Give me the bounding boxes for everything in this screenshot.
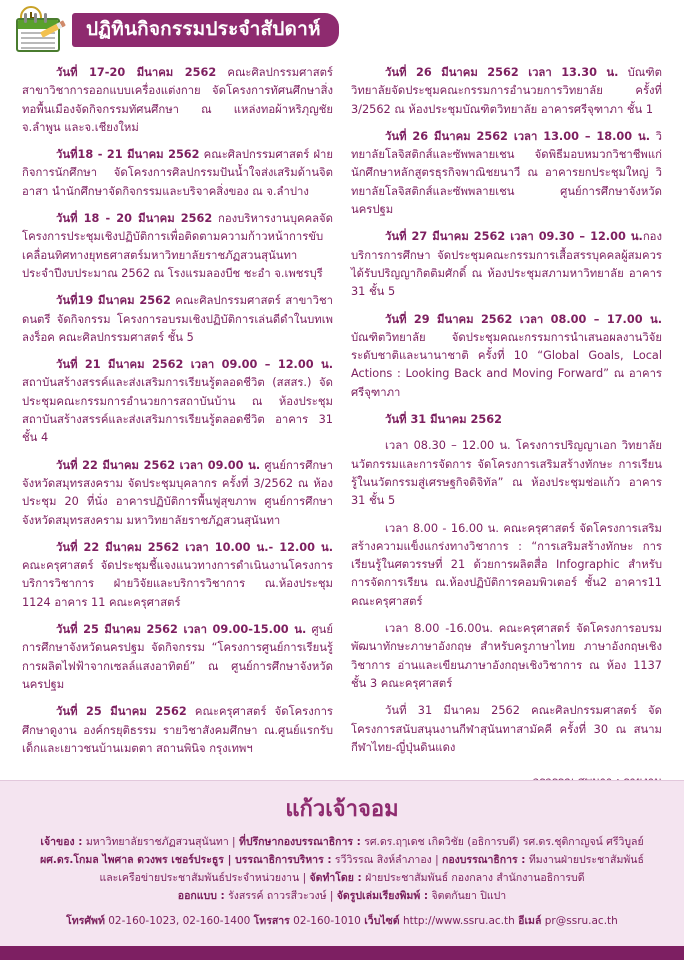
- calendar-entry: [22, 457, 333, 530]
- right-column: [351, 64, 662, 780]
- calendar-sub-entry: [351, 437, 662, 510]
- entry-date: วันที่ 25 มีนาคม 2562 เวลา 09.00-15.00 น.: [56, 623, 307, 637]
- footer-label: เจ้าของ :: [40, 836, 83, 848]
- page-title: ปฏิทินกิจกรรมประจำสัปดาห์: [72, 13, 339, 47]
- calendar-entry: [22, 356, 333, 447]
- bottom-color-bar: [0, 946, 684, 960]
- footer-label: จัดทำโดย :: [309, 872, 362, 885]
- newsletter-body: [0, 62, 684, 780]
- entry-date: วันที่ 22 มีนาคม 2562 เวลา 09.00 น.: [56, 458, 261, 472]
- left-column: [22, 64, 333, 780]
- entry-text: สถาบันสร้างสรรค์และส่งเสริมการเรียนรู้ตลอดชีวิต (สสสร.) จัดประชุมคณะกรรมการอำนวยการสถาบันบ้าน ณ ห้องประชุมสถาบันสร้างสรรค์และส่งเสริมการเรียนรู้ตลอดชีวิต อาคาร 31 ชั้น 4: [22, 376, 333, 445]
- calendar-sub-entry: [351, 520, 662, 611]
- entry-date-standalone: วันที่ 31 มีนาคม 2562: [385, 413, 502, 427]
- entry-text: คณะศิลปกรรมศาสตร์ สาขาวิชาดนตรี จัดกิจกรรม โครงการอบรมเชิงปฏิบัติการเล่นดีดำในบทเพลงร็อค คณะศิลปกรรมศาสตร์ ชั้น 5: [22, 294, 334, 344]
- footer-label: ออกแบบ :: [177, 890, 225, 903]
- footer-value: รวีวิรรณ สิงห์ลำภาอง |: [334, 854, 439, 867]
- entry-date: วันที่ 18 - 20 มีนาคม 2562: [56, 212, 213, 226]
- calendar-sub-entry: [351, 620, 662, 693]
- fax-value[interactable]: 02-160-1010: [293, 915, 361, 928]
- phone-label: โทรศัพท์: [66, 915, 105, 928]
- footer-masthead: [0, 780, 684, 960]
- entry-text: บัณฑิตวิทยาลัยจัดประชุมคณะกรรมการอำนวยการวิทยาลัย ครั้งที่ 3/2562 ณ ห้องประชุมบัณฑิตวิทยาลัย อาคารศรีจุฑาภา ชั้น 1: [351, 66, 662, 116]
- calendar-entry: [351, 128, 662, 219]
- calendar-entry: [22, 621, 333, 694]
- entry-date: วันที่ 26 มีนาคม 2562 เวลา 13.00 – 18.00 น.: [385, 129, 651, 143]
- calendar-clock-icon: [14, 6, 66, 54]
- calendar-entry: [22, 64, 333, 137]
- footer-label: ผศ.ดร.โกมล ไพศาล ดวงพร เชอร์ประธูร | บรรณาธิการบริหาร :: [40, 854, 332, 867]
- footer-label: ที่ปรึกษากองบรรณาธิการ :: [238, 836, 361, 848]
- calendar-entry: [22, 703, 333, 758]
- entry-time: เวลา 8.00 -16.00น.: [385, 622, 493, 636]
- footer-value: รศ.ดร.ฤๅเดช เกิดวิชัย (อธิการบดี) รศ.ดร.ชุติกาญจน์ ศรีวิบูลย์: [364, 836, 644, 848]
- entry-date: วันที่ 26 มีนาคม 2562 เวลา 13.30 น.: [385, 66, 619, 79]
- entry-text: คณะศิลปกรรมศาสตร์ สาขาวิชาการออกแบบเครื่องแต่งกาย จัดโครงการทัศนศึกษาสิ่งทอพื้นเมืองจัดกิจกรรมทัศนศึกษา ณ แหล่งทอผ้าหริภุญชัย จ.ลำพูน และจ.เชียงใหม่: [22, 66, 333, 134]
- calendar-entry: [22, 539, 333, 612]
- entry-text: คณะครุศาสตร์ จัดประชุมชี้แจงแนวทางการดำเนินงานโครงการบริการวิชาการ ฝ่ายวิจัยและบริการวิชาการ ณ.ห้องประชุม 1124 อาคาร 11 คณะครุศาสตร์: [22, 559, 333, 609]
- calendar-entry: [351, 228, 662, 301]
- entry-text: คณะครุศาสตร์ จัดโครงการศึกษาดูงาน องค์กรยุติธรรม รายวิชาสังคมศึกษา ณ.ศูนย์แรกรับเด็กและเยาวชนบ้านเมตตา สถานพินิจ กรุงเทพฯ: [22, 705, 334, 755]
- entry-date: วันที่ 21 มีนาคม 2562 เวลา 09.00 – 12.00 น.: [56, 358, 333, 372]
- footer-credit-line: [26, 869, 658, 887]
- footer-value: ทีมงานฝ่ายประชาสัมพันธ์: [528, 854, 644, 867]
- entry-date: วันที่ 25 มีนาคม 2562: [56, 705, 187, 719]
- calendar-entry: [22, 210, 333, 283]
- footer-credits: [26, 833, 658, 905]
- document-header: [0, 0, 684, 62]
- footer-value: และเครือข่ายประชาสัมพันธ์ประจำหน่วยงาน |: [99, 872, 307, 885]
- website-value[interactable]: http://www.ssru.ac.th: [402, 915, 515, 928]
- entry-text: คณะครุศาสตร์ จัดโครงการอบรมพัฒนาทักษะภาษาอังกฤษ สำหรับครูภาษาไทย ภาษาอังกฤษเชิงวิชาการ อ่านและเขียนภาษาอังกฤษเชิงวิชาการ ณ ห้อง 1137 ชั้น 3 คณะครุศาสตร์: [351, 622, 662, 690]
- footer-label: กองบรรณาธิการ :: [441, 854, 526, 867]
- entry-time: เวลา 08.30 – 12.00 น.: [385, 439, 511, 453]
- entry-date: วันที่ 29 มีนาคม 2562 เวลา 08.00 – 17.00 น.: [385, 312, 662, 326]
- entry-date: วันที่19 มีนาคม 2562: [56, 294, 171, 308]
- entry-text: ศูนย์การศึกษาจังหวัดนครปฐม จัดกิจกรรม “โครงการศูนย์การเรียนรู้การผลิตไฟฟ้าจากเซลล์แสงอาทิตย์” ณ ศูนย์การศึกษาจังหวัดนครปฐม: [22, 623, 333, 691]
- phone-value[interactable]: 02-160-1023, 02-160-1400: [108, 915, 251, 928]
- footer-credit-line: [26, 851, 658, 869]
- calendar-entry: [351, 64, 662, 119]
- footer-label: จัดรูปเล่มเรียงพิมพ์ :: [336, 890, 429, 903]
- website-label: เว็บไซต์: [364, 915, 400, 928]
- email-label: อีเมล์: [518, 915, 542, 928]
- footer-value: ฝ่ายประชาสัมพันธ์ กองกลาง สำนักงานอธิการบดี: [365, 872, 585, 885]
- calendar-entry: [22, 146, 333, 201]
- entry-text: คณะศิลปกรรมศาสตร์ จัดโครงการสนับสนุนงานกีฬาสุนันทาสามัคคี ครั้งที่ 30 ณ สนามกีฬาไทย-ญี่ปุ่นดินแดง: [351, 704, 662, 754]
- entry-text: วิทยาลัยโลจิสติกส์และซัพพลายเชน จัดพิธีมอบหมวกวิชาชีพแก่นักศึกษาหลักสูตรธุรกิจพาณิชยนาวี ณ อาคารยกประชุมใหญ่ วิทยาลัยโลจิสติกส์และซัพพลายเชน ศูนย์การศึกษาจังหวัดนครปฐม: [351, 129, 662, 217]
- footer-value: มหาวิทยาลัยราชภัฏสวนสุนันทา |: [85, 836, 236, 848]
- entry-text: กองบริการการศึกษา จัดประชุมคณะกรรมการเสื้อสรรบุคคลผู้สมควรได้รับปริญญากิตติมศักดิ์ ณ ห้องประชุมสภามหาวิทยาลัย อาคาร 31 ชั้น 5: [351, 230, 662, 299]
- footer-value: จิตตกันยา ปิแปา: [431, 890, 507, 903]
- entry-date: วันที่ 22 มีนาคม 2562 เวลา 10.00 น.- 12.00 น.: [56, 540, 333, 554]
- footer-title: แก้วเจ้าจอม: [285, 797, 399, 822]
- entry-date: วันที่18 - 21 มีนาคม 2562: [56, 148, 200, 162]
- fax-label: โทรสาร: [253, 915, 290, 928]
- entry-text: โครงการปริญญาเอก วิทยาลัยนวัตกรรมและการจัดการ จัดโครงการเสริมสร้างทักษะ การเรียนรู้ในนวัตกรรมสู่เศรษฐกิจดิจิทัล” ณ ห้องประชุมช่อแก้ว อาคาร 31 ชั้น 5: [351, 439, 662, 508]
- entry-time: เวลา 8.00 - 16.00 น.: [385, 521, 499, 535]
- entry-date: วันที่ 27 มีนาคม 2562 เวลา 09.30 – 12.00 น.: [385, 230, 643, 244]
- entry-text: กองบริหารงานบุคคลจัดโครงการประชุมเชิงปฏิบัติการเพื่อติดตามความก้าวหน้าการขับเคลื่อนทิศทางยุทธศาสตร์มหาวิทยาลัยราชภัฏสวนสุนันทา ประจำปีงบประมาณ 2562 ณ โรงแรมลองบีช ชะอำ จ.เพชรบุรี: [22, 212, 334, 280]
- entry-time: วันที่ 31 มีนาคม 2562: [385, 704, 520, 718]
- entry-text: คณะศิลปกรรมศาสตร์ ฝ่ายกิจการนักศึกษา จัดโครงการศิลปกรรมปันน้ำใจส่งเสริมด้านจิตอาสา นำนักศึกษาจัดกิจกรรมและบริจาคสิ่งของ ณ จ.ลำปาง: [22, 148, 333, 198]
- calendar-entry: [22, 292, 333, 347]
- entry-text: คณะครุศาสตร์ จัดโครงการเสริมสร้างความแข็งแกร่งทางวิชาการ : “การเสริมสร้างทักษะ การเรียนรู้ในศตวรรษที่ 21 ด้วยการผลิตสื่อ Infographic สำหรับการจัดการเรียน ณ.ห้องปฏิบัติการคอมพิวเตอร์ ชั้น2 อาคาร11 คณะครุศาสตร์: [351, 521, 662, 608]
- footer-contact: [26, 913, 658, 930]
- email-value[interactable]: pr@ssru.ac.th: [544, 915, 618, 928]
- entry-text: ศูนย์การศึกษาจังหวัดสมุทรสงคราม จัดประชุมบุคลากร ครั้งที่ 3/2562 ณ ห้องประชุม 20 ที่นั่ง อาคารปฏิบัติการพื้นฟูสุขภาพ ศูนย์การศึกษาจังหวัดสมุทรสงคราม มหาวิทยาลัยราชภัฏสวนสุนันทา: [22, 458, 334, 527]
- footer-value: รังสรรค์ ถาวรสีวะวงษ์ |: [228, 890, 334, 903]
- footer-credit-line: [26, 887, 658, 905]
- footer-credit-line: [26, 833, 658, 851]
- entry-text: บัณฑิตวิทยาลัย จัดประชุมคณะกรรมการนำเสนอผลงานวิจัยระดับชาติและนานาชาติ ครั้งที่ 10 “Global Goals, Local Actions : Looking Back and Moving Forward” ณ อาคารศรีจุฑาภา: [351, 330, 662, 399]
- calendar-sub-entry: [351, 702, 662, 757]
- entry-date: วันที่ 17-20 มีนาคม 2562: [56, 66, 217, 79]
- calendar-entry: [351, 311, 662, 402]
